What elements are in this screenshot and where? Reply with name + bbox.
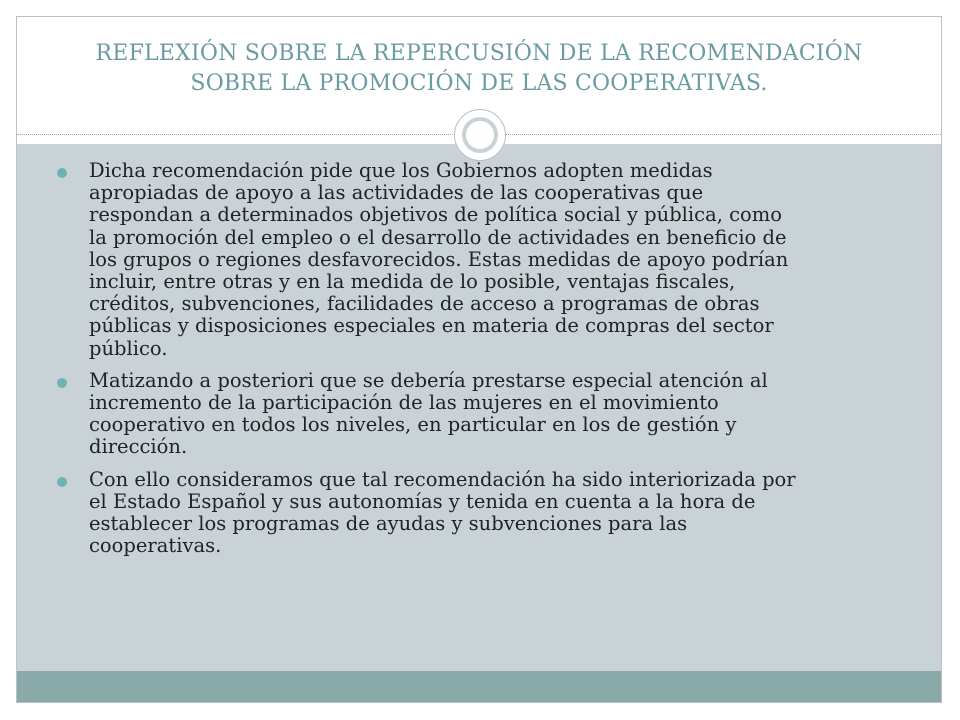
slide	[16, 16, 942, 703]
bullet-item	[55, 370, 915, 459]
bullet-dot-icon	[57, 168, 67, 178]
decorative-ring-inner-icon	[462, 117, 498, 153]
bullet-dot-icon	[57, 477, 67, 487]
bullet-item	[55, 469, 915, 558]
bullet-text: Dicha recomendación pide que los Gobiernos adopten medidas apropiadas de apoyo a las actividades de las cooperativas que respondan a determinados objetivos de política social y pública, como la promoción del empleo o el desarrollo de actividades en beneficio de los grupos o regiones desfavorecidos. Estas medidas de apoyo podrían incluir, entre otras y en la medida de lo posible, ventajas fiscales, créditos, subvenciones, facilidades de acceso a programas de obras públicas y disposiciones especiales en materia de compras del sector público.	[89, 159, 789, 360]
slide-title-line-2: SOBRE LA PROMOCIÓN DE LAS COOPERATIVAS.	[190, 71, 768, 96]
footer-band	[17, 671, 941, 703]
slide-title-line-1: REFLEXIÓN SOBRE LA REPERCUSIÓN DE LA RECOMENDACIÓN	[95, 41, 863, 66]
bullet-list	[55, 160, 915, 567]
bullet-dot-icon	[57, 378, 67, 388]
bullet-text: Con ello consideramos que tal recomendación ha sido interiorizada por el Estado Español y sus autonomías y tenida en cuenta a la hora de establecer los programas de ayudas y subvenciones para las cooperativas.	[89, 467, 796, 558]
bullet-item	[55, 160, 915, 360]
slide-title	[57, 39, 901, 99]
bullet-text: Matizando a posteriori que se debería prestarse especial atención al incremento de la participación de las mujeres en el movimiento cooperativo en todos los niveles, en particular en los de gestión y dirección.	[89, 368, 768, 459]
